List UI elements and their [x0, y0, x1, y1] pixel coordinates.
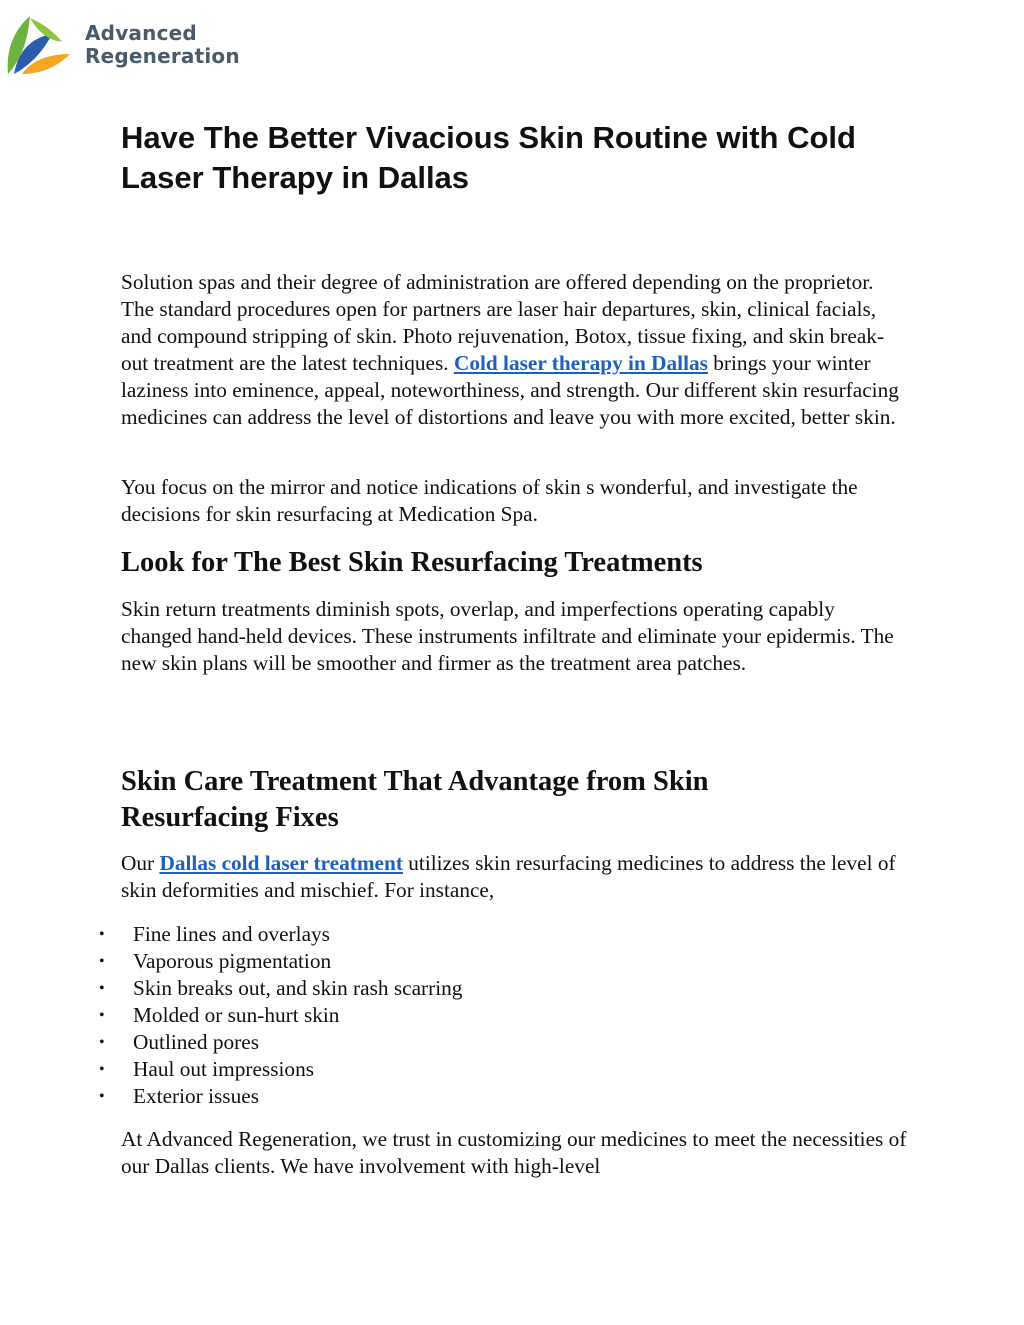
bullet-icon: •: [99, 926, 105, 943]
brand-logo: [4, 12, 244, 76]
treatment-list: [99, 921, 799, 1110]
brand-line-1: Advanced: [85, 21, 197, 45]
list-item-text: Exterior issues: [133, 1084, 259, 1108]
list-item: [99, 921, 799, 948]
intro-text-start: Solution spas and their degree of administration are offered depending on the proprietor. The standard procedures open for partners are laser hair departures, skin, clinical facials, and compound stripping of skin. Photo rejuvenation, Botox, tissue fixing, and skin break-out treatment are the latest techniques.: [121, 270, 885, 375]
bullet-icon: •: [99, 1007, 105, 1024]
dallas-cold-laser-treatment-link[interactable]: Dallas cold laser treatment: [159, 851, 403, 875]
intro-text-end: brings your winter laziness into eminence, appeal, noteworthiness, and strength. Our different skin resurfacing medicines can address the level of distortions and leave you with more excited, better skin.: [121, 351, 899, 429]
list-item-text: Haul out impressions: [133, 1057, 315, 1081]
list-item: [99, 1029, 799, 1056]
list-item-text: Molded or sun-hurt skin: [133, 1003, 340, 1027]
list-item: [99, 1056, 799, 1083]
bullet-icon: •: [99, 1034, 105, 1051]
mirror-paragraph: You focus on the mirror and notice indications of skin s wonderful, and investigate the decisions for skin resurfacing at Medication Spa.: [121, 475, 858, 526]
list-item: [99, 1002, 799, 1029]
bullet-icon: •: [99, 953, 105, 970]
cold-laser-therapy-link[interactable]: Cold laser therapy in Dallas: [453, 351, 708, 375]
list-item: [99, 975, 799, 1002]
brand-name: [85, 22, 240, 68]
list-item: [99, 1083, 799, 1110]
skin-care-text-end: utilizes skin resurfacing medicines to address the level of skin deformities and mischief. For instance,: [121, 851, 896, 902]
list-item-text: Outlined pores: [133, 1030, 259, 1054]
closing-paragraph: At Advanced Regeneration, we trust in customizing our medicines to meet the necessities of our Dallas clients. We have involvement with high-level: [121, 1127, 907, 1178]
intro-paragraph: [121, 269, 911, 431]
bullet-icon: •: [99, 1061, 105, 1078]
skin-care-text-start: Our: [121, 851, 160, 875]
list-item-text: Skin breaks out, and skin rash scarring: [133, 976, 463, 1000]
treatments-paragraph: Skin return treatments diminish spots, overlap, and imperfections operating capably changed hand-held devices. These instruments infiltrate and eliminate your epidermis. The new skin plans will be smoother and firmer as the treatment area patches.: [121, 597, 894, 675]
bullet-icon: •: [99, 1088, 105, 1105]
section-heading-best-treatments: Look for The Best Skin Resurfacing Treatments: [121, 547, 703, 578]
leaf-logo-icon: [4, 12, 74, 76]
list-item-text: Fine lines and overlays: [133, 922, 330, 946]
section-heading-skin-care: Skin Care Treatment That Advantage from Skin Resurfacing Fixes: [121, 766, 709, 833]
list-item: [99, 948, 799, 975]
page-title: Have The Better Vivacious Skin Routine with Cold Laser Therapy in Dallas: [121, 120, 856, 195]
bullet-icon: •: [99, 980, 105, 997]
brand-line-2: Regeneration: [85, 44, 240, 68]
list-item-text: Vaporous pigmentation: [133, 949, 332, 973]
skin-care-paragraph: [121, 850, 911, 904]
